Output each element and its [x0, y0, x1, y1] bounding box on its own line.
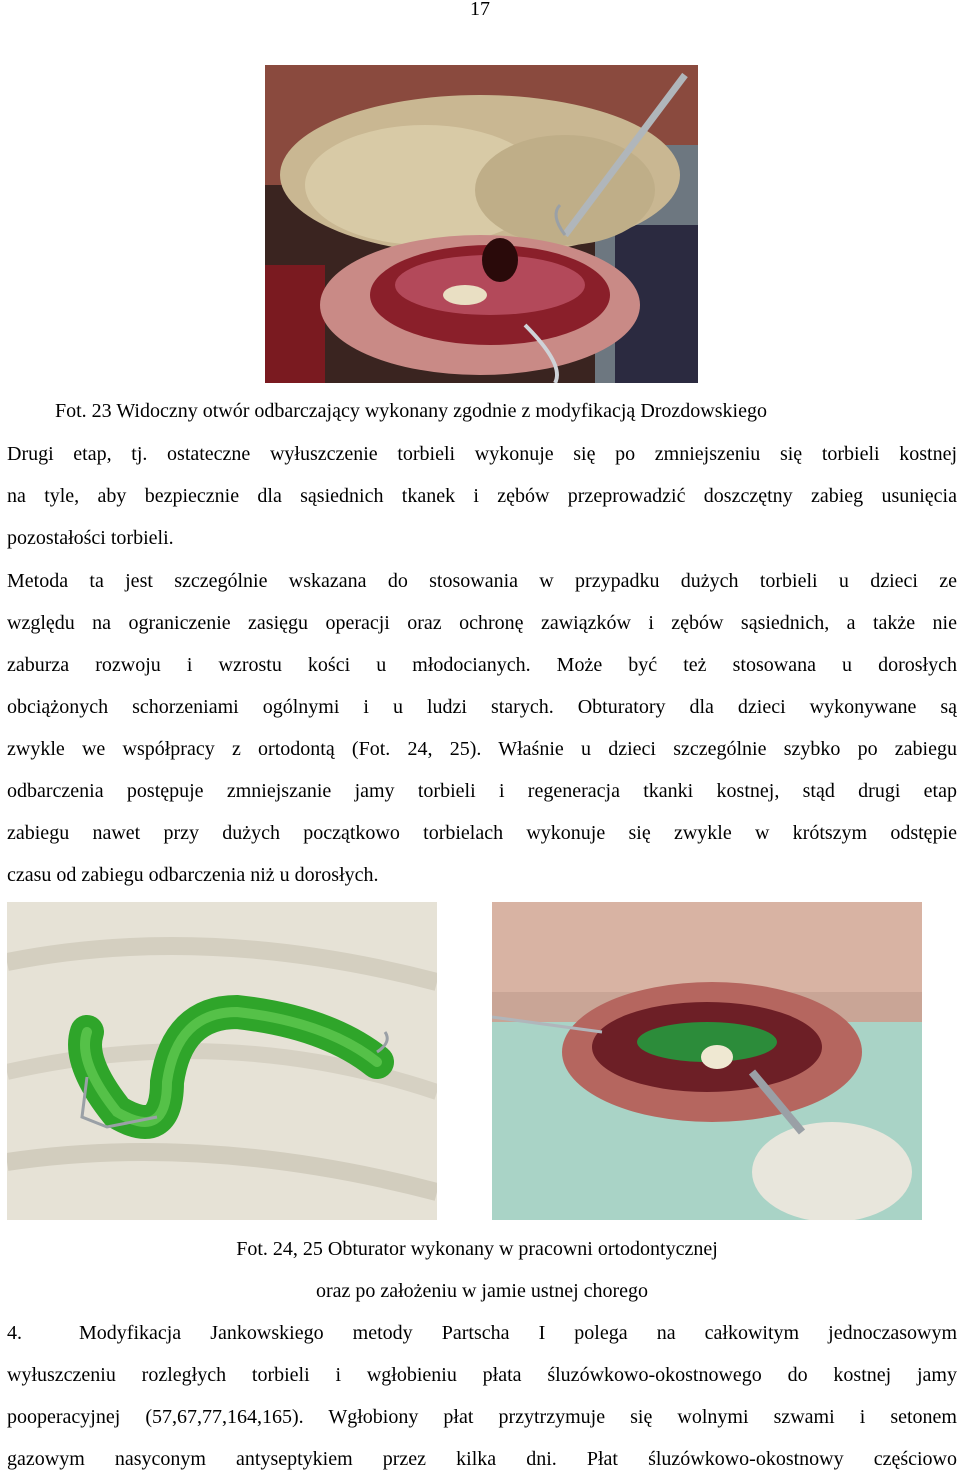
photo-obturator-appliance: [7, 902, 437, 1220]
text-line: Drugi etap, tj. ostateczne wyłuszczenie torbieli wykonuje się po zmniejszeniu się torbieli kostnej: [7, 443, 957, 465]
text-line: obciążonych schorzeniami ogólnymi i u ludzi starych. Obturatory dla dzieci wykonywane są: [7, 696, 957, 718]
paragraph-second-stage: [7, 433, 957, 559]
text-line: pozostałości torbieli.: [7, 527, 174, 549]
text-line: pooperacyjnej (57,67,77,164,165). Wgłobiony płat przytrzymuje się wolnymi szwami i setonem: [7, 1406, 957, 1428]
text-line: Metoda ta jest szczególnie wskazana do stosowania w przypadku dużych torbieli u dzieci ze: [7, 570, 957, 592]
page-number: 17: [470, 0, 490, 20]
photo-oral-opening: [265, 65, 698, 383]
text-line: [7, 1312, 957, 1354]
text-line-content: Modyfikacja Jankowskiego metody Partscha I polega na całkowitym jednoczasowym: [79, 1322, 957, 1344]
text-line: gazowym nasyconym antyseptykiem przez kilka dni. Płat śluzówkowo-okostnowy częściowo: [7, 1448, 957, 1470]
paragraph-jankowski-modification: [7, 1312, 957, 1480]
text-line: wyłuszczeniu rozległych torbieli i wgłobieniu płata śluzówkowo-okostnowego do kostnej jamy: [7, 1364, 957, 1386]
text-line: zwykle we współpracy z ortodontą (Fot. 24, 25). Właśnie u dzieci szczególnie szybko po zabiegu: [7, 738, 957, 760]
photo-obturator-in-mouth: [492, 902, 922, 1220]
figure-24-25-caption-cont: oraz po założeniu w jamie ustnej chorego: [315, 1280, 649, 1302]
text-line: czasu od zabiegu odbarczenia niż u dorosłych.: [7, 864, 379, 886]
text-line: odbarczenia postępuje zmniejszanie jamy torbieli i regeneracja tkanki kostnej, stąd drugi etap: [7, 780, 957, 802]
paragraph-method-indication: [7, 560, 957, 896]
figure-23-caption: Fot. 23 Widoczny otwór odbarczający wykonany zgodnie z modyfikacją Drozdowskiego: [55, 400, 767, 422]
text-line: względu na ograniczenie zasięgu operacji oraz ochronę zawiązków i zębów sąsiednich, a także nie: [7, 612, 957, 634]
text-line: zabiegu nawet przy dużych początkowo torbielach wykonuje się zwykle w krótszym odstępie: [7, 822, 957, 844]
figure-24-25-caption: Fot. 24, 25 Obturator wykonany w pracowni ortodontycznej: [236, 1238, 718, 1260]
text-line: na tyle, aby bezpiecznie dla sąsiednich tkanek i zębów przeprowadzić doszczętny zabieg usunięcia: [7, 485, 957, 507]
text-line: zaburza rozwoju i wzrostu kości u młodocianych. Może być też stosowana u dorosłych: [7, 654, 957, 676]
list-number: 4.: [7, 1322, 22, 1344]
